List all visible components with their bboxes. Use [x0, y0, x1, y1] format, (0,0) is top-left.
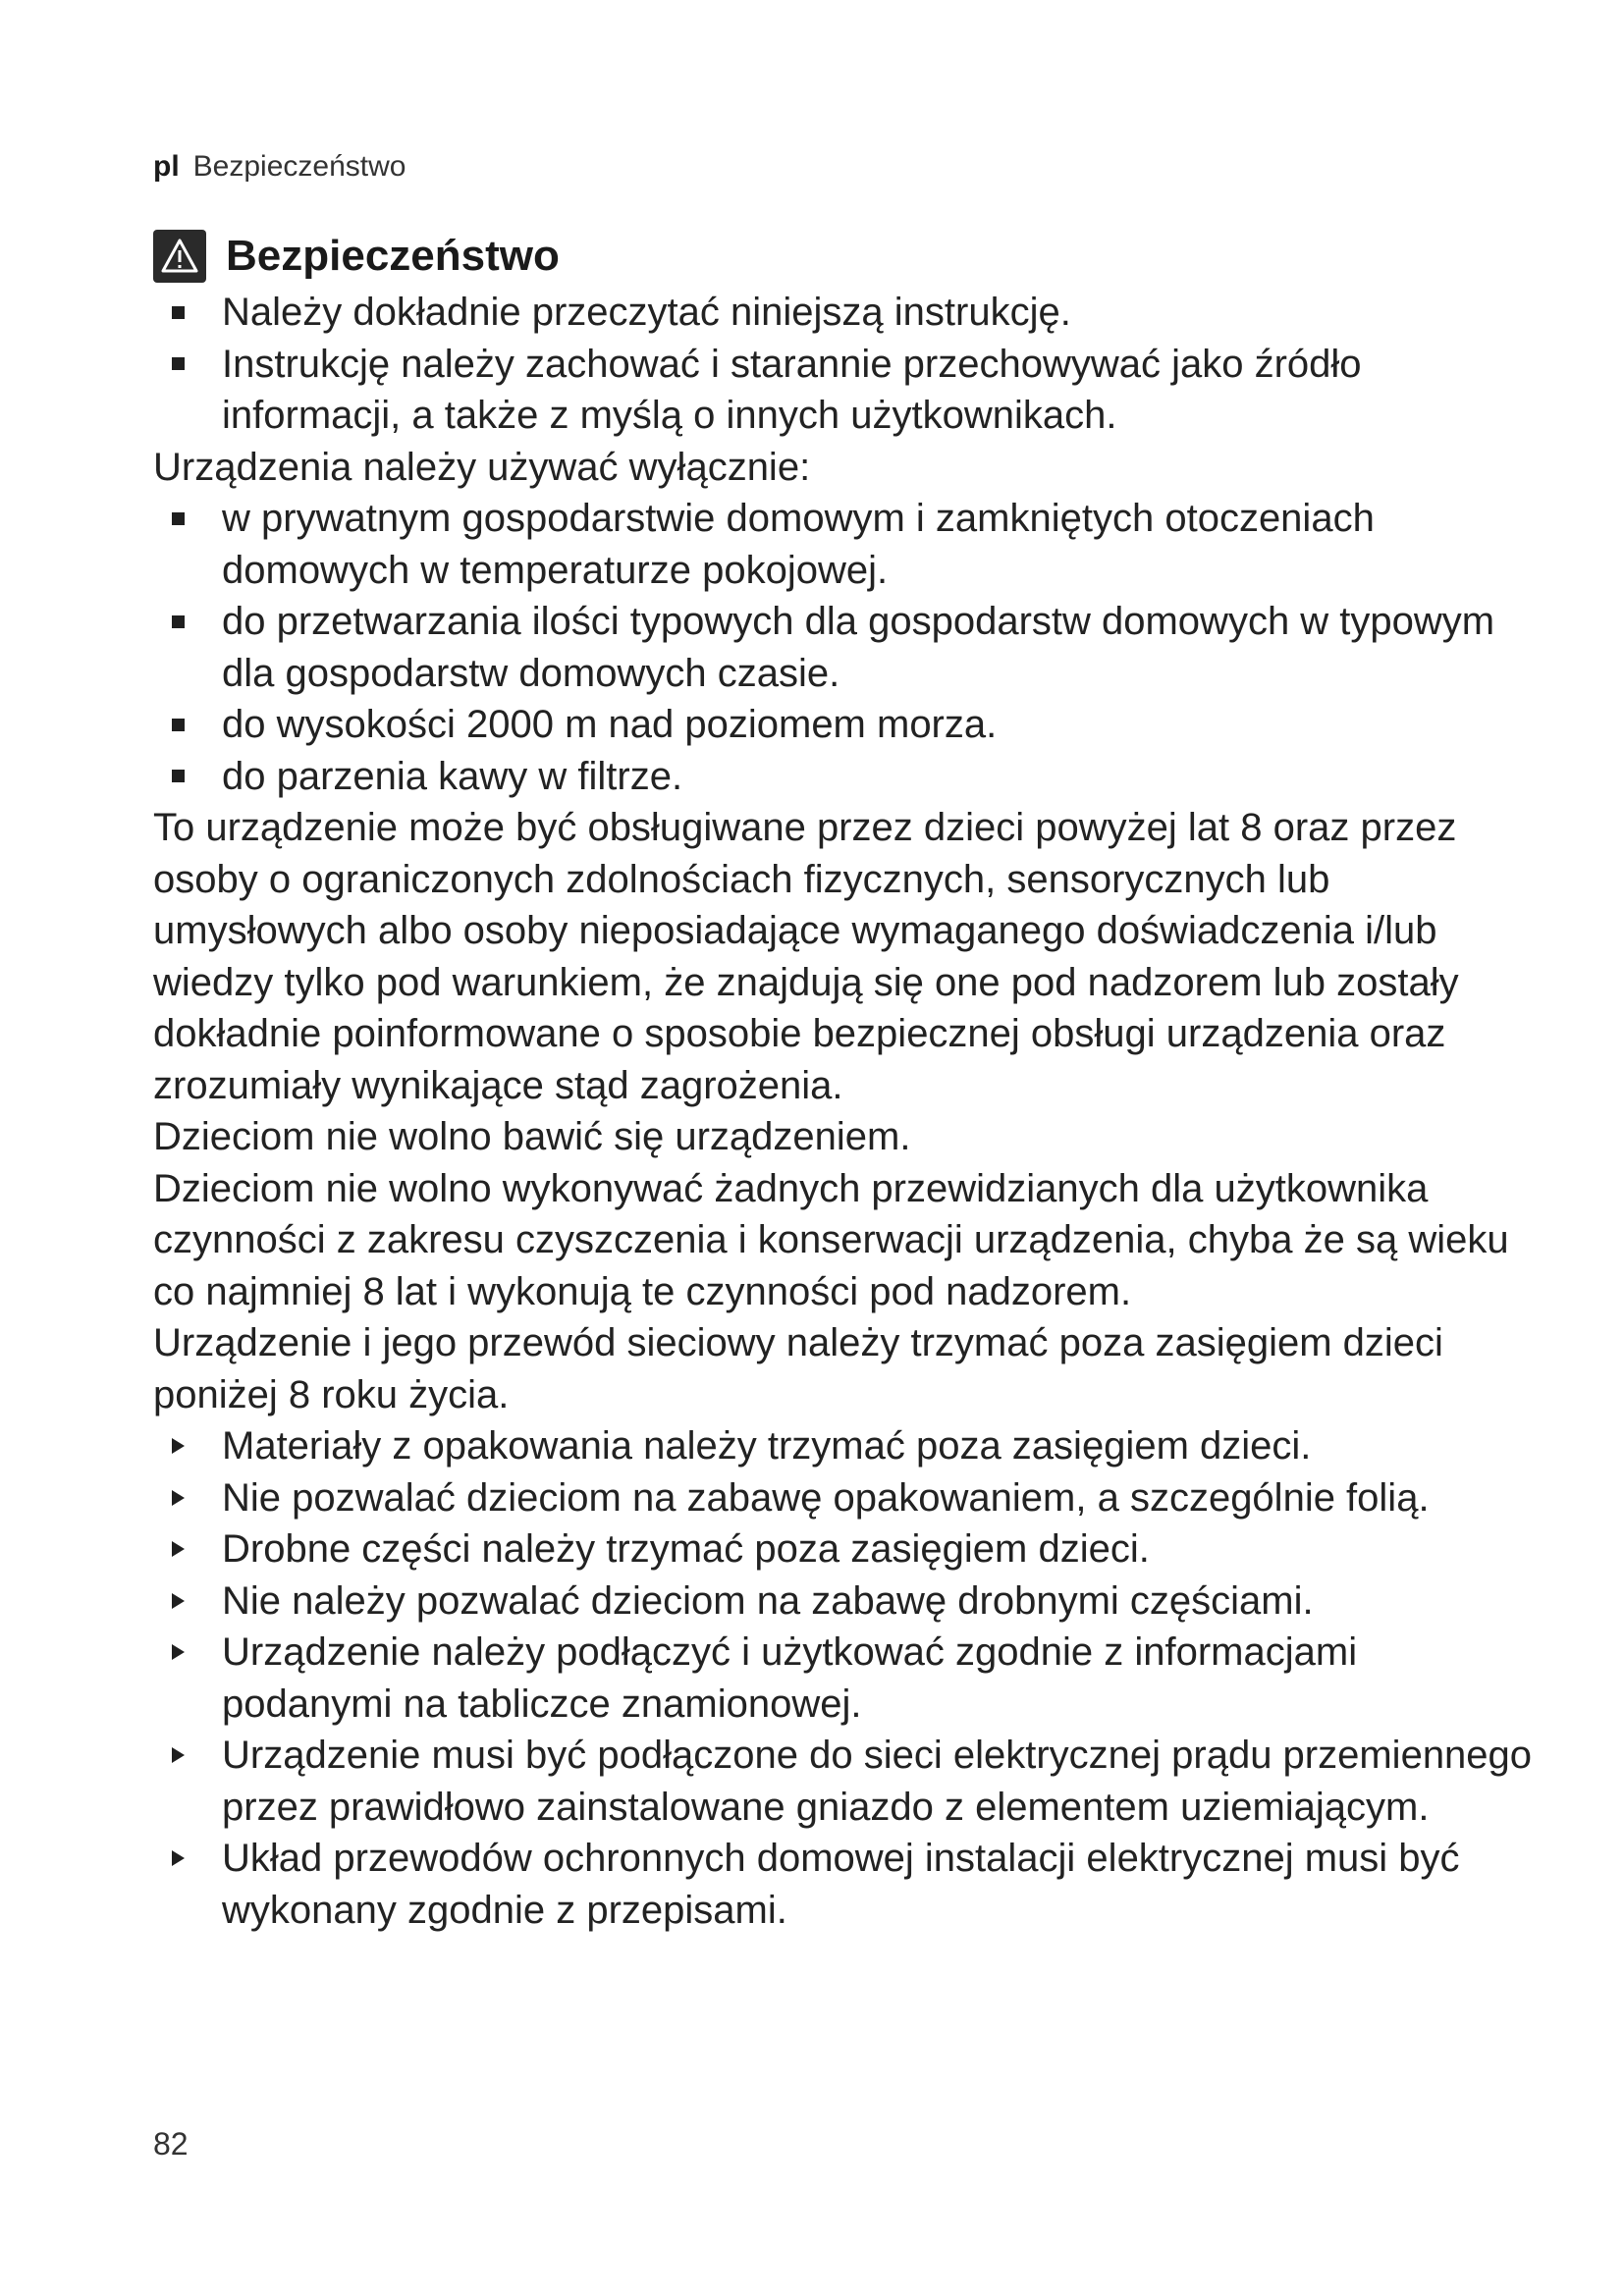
list-item: Urządzenie należy podłączyć i użytkować zgodnie z informacjami podanymi na tabliczce znamionowej. — [153, 1627, 1538, 1730]
usage-list — [153, 493, 1538, 802]
list-item: Materiały z opakowania należy trzymać poza zasięgiem dzieci. — [153, 1420, 1538, 1472]
list-item: Należy dokładnie przeczytać niniejszą instrukcję. — [153, 287, 1538, 339]
triangle-bullet-icon — [153, 1523, 202, 1575]
intro-list — [153, 287, 1538, 442]
list-item: Instrukcję należy zachować i starannie przechowywać jako źródło informacji, a także z myślą o innych użytkownikach. — [153, 339, 1538, 442]
page-content — [153, 147, 1538, 1936]
triangle-bullet-icon — [153, 1833, 202, 1885]
list-item: do przetwarzania ilości typowych dla gospodarstw domowych w typowym dla gospodarstw domowych czasie. — [153, 596, 1538, 699]
body-text — [153, 287, 1538, 1936]
list-item: w prywatnym gospodarstwie domowym i zamkniętych otoczeniach domowych w temperaturze pokojowej. — [153, 493, 1538, 596]
list-item: Urządzenie musi być podłączone do sieci elektrycznej prądu przemiennego przez prawidłowo zainstalowane gniazdo z elementem uziemiającym. — [153, 1730, 1538, 1833]
page-number: 82 — [153, 2126, 189, 2162]
list-item: Układ przewodów ochronnych domowej instalacji elektrycznej musi być wykonany zgodnie z przepisami. — [153, 1833, 1538, 1936]
paragraph-cleaning: Dzieciom nie wolno wykonywać żadnych przewidzianych dla użytkownika czynności z zakresu czyszczenia i konserwacji urządzenia, chyba że są wieku co najmniej 8 lat i wykonują te czynności pod nadzorem. — [153, 1166, 1509, 1313]
square-bullet-icon — [153, 493, 202, 545]
running-header — [153, 147, 1538, 187]
list-item: Nie należy pozwalać dzieciom na zabawę drobnymi częściami. — [153, 1575, 1538, 1628]
section-title-row — [153, 226, 1538, 287]
square-bullet-icon — [153, 596, 202, 648]
list-item: do parzenia kawy w filtrze. — [153, 751, 1538, 803]
paragraph-no-playing: Dzieciom nie wolno bawić się urządzeniem. — [153, 1115, 911, 1158]
action-list — [153, 1420, 1538, 1936]
triangle-bullet-icon — [153, 1472, 202, 1524]
usage-heading: Urządzenia należy używać wyłącznie: — [153, 445, 811, 489]
square-bullet-icon — [153, 339, 202, 391]
square-bullet-icon — [153, 699, 202, 751]
section-title: Bezpieczeństwo — [226, 232, 560, 280]
paragraph-children-supervision: To urządzenie może być obsługiwane przez dzieci powyżej lat 8 oraz przez osoby o ograniczonych zdolnościach fizycznych, sensorycznych lub umysłowych albo osoby nieposiadające wymaganego doświadczenia i/lub wiedzy tylko pod warunkiem, że znajdują się one pod nadzorem lub zostały dokładnie poinformowane o sposobie bezpiecznej obsługi urządzenia oraz zrozumiały wynikające stąd zagrożenia. — [153, 806, 1459, 1107]
square-bullet-icon — [153, 287, 202, 339]
triangle-bullet-icon — [153, 1420, 202, 1472]
list-item: do wysokości 2000 m nad poziomem morza. — [153, 699, 1538, 751]
warning-triangle-icon — [153, 230, 206, 283]
list-item: Nie pozwalać dzieciom na zabawę opakowaniem, a szczególnie folią. — [153, 1472, 1538, 1524]
paragraph-cord-reach: Urządzenie i jego przewód sieciowy należy trzymać poza zasięgiem dzieci poniżej 8 roku życia. — [153, 1321, 1443, 1416]
list-item: Drobne części należy trzymać poza zasięgiem dzieci. — [153, 1523, 1538, 1575]
triangle-bullet-icon — [153, 1575, 202, 1628]
triangle-bullet-icon — [153, 1730, 202, 1782]
running-header-section: Bezpieczeństwo — [192, 150, 406, 183]
triangle-bullet-icon — [153, 1627, 202, 1679]
language-code: pl — [153, 150, 180, 183]
square-bullet-icon — [153, 751, 202, 803]
